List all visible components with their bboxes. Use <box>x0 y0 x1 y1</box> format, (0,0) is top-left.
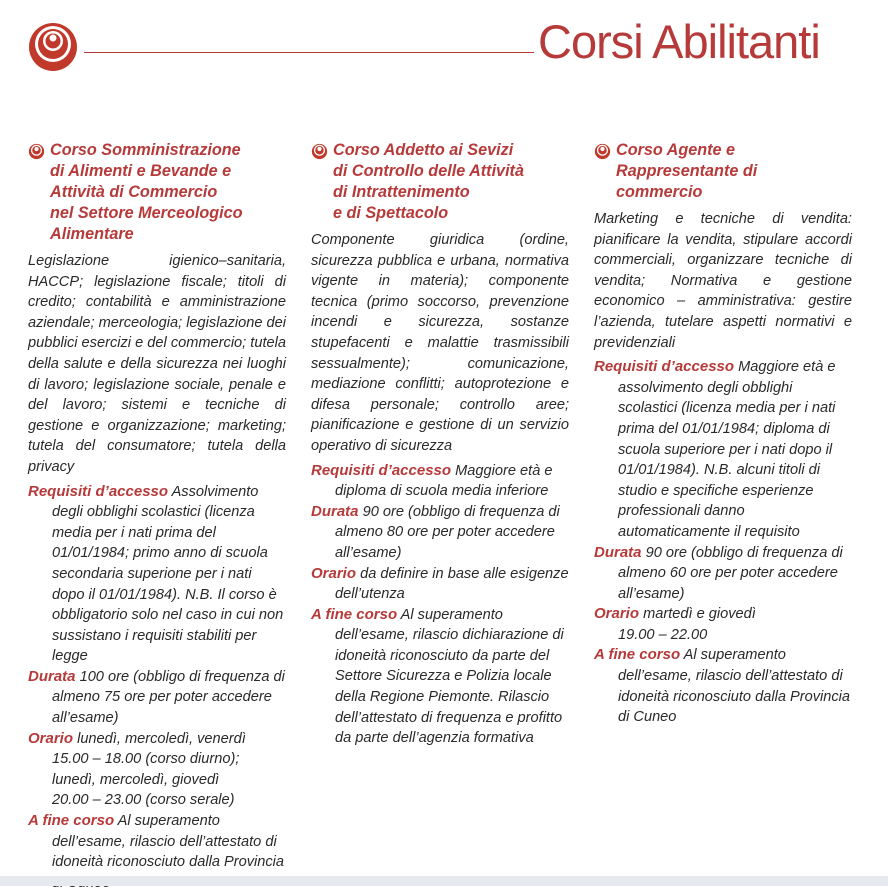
orario-label: Orario <box>594 605 640 623</box>
orario-section <box>594 604 852 645</box>
fine-corso-section <box>311 605 569 749</box>
concentric-circles-icon <box>28 22 78 72</box>
requisiti-label: Requisiti d’accesso <box>28 482 169 500</box>
requisiti-section <box>594 357 852 542</box>
requisiti-label: Requisiti d’accesso <box>311 461 452 479</box>
orario-line: lunedì, mercoledì, giovedì <box>52 771 220 788</box>
fine-corso-section <box>594 645 852 727</box>
page-title: Corsi Abilitanti <box>538 15 820 68</box>
title-rule <box>84 52 534 53</box>
bullet-circles-icon <box>311 143 328 160</box>
title-line: di Intrattenimento <box>333 183 470 201</box>
orario-line: 15.00 – 18.00 (corso diurno); <box>52 751 240 768</box>
course-title <box>311 140 569 224</box>
title-line: Corso Agente e <box>616 141 736 159</box>
title-line: di Controllo delle Attività <box>333 162 524 180</box>
bullet-circles-icon <box>28 143 45 160</box>
fine-corso-label: A fine corso <box>594 646 681 664</box>
bullet-circles-icon <box>594 143 611 160</box>
durata-label: Durata <box>311 502 359 520</box>
title-line: Attività di Commercio <box>50 183 218 201</box>
title-line: e di Spettacolo <box>333 204 449 222</box>
course-description: Marketing e tecniche di vendita: pianificare la vendita, stipulare accordi commerciali, organizzare tecniche di vendita; Normativa e gestione economico – amministrativa: gestire l’azienda, tutelare aspetti normativi e previdenziali <box>594 211 852 351</box>
requisiti-text: Maggiore età e assolvimento degli obblighi scolastici (licenza media per i nati prima del 01/01/1984; diploma di scuola superiore per i nati dopo il 01/01/1984). N.B. alcuni titoli di studio e specifiche esperienze professionali danno automaticamente il requisito <box>618 359 836 540</box>
durata-text: 100 ore (obbligo di frequenza di almeno 75 ore per poter accedere all’esame) <box>52 668 285 727</box>
durata-section <box>311 502 569 564</box>
orario-line: lunedì, mercoledì, venerdì <box>77 730 246 747</box>
fine-corso-text: Al superamento dell’esame, rilascio dell’attestato di idoneità riconosciuto dalla Provincia <box>52 813 285 871</box>
durata-text: 90 ore (obbligo di frequenza di almeno 80 ore per poter accedere all’esame) <box>335 503 560 561</box>
course-title <box>594 140 852 203</box>
course-title <box>28 140 286 245</box>
durata-label: Durata <box>28 667 76 685</box>
title-line: Corso Addetto ai Sevizi <box>333 141 514 159</box>
course-column-2 <box>311 140 569 749</box>
title-line: Rappresentante di <box>616 162 758 180</box>
orario-section <box>311 564 569 605</box>
requisiti-label: Requisiti d’accesso <box>594 358 735 376</box>
title-line: di Alimenti e Bevande e <box>50 162 232 180</box>
durata-text: 90 ore (obbligo di frequenza di almeno 60 ore per poter accedere all’esame) <box>618 544 843 602</box>
footer-bar <box>0 876 888 886</box>
orario-line: 19.00 – 22.00 <box>618 626 708 643</box>
requisiti-section <box>311 461 569 502</box>
course-column-3 <box>594 140 852 728</box>
course-description: Componente giuridica (ordine, sicurezza pubblica e urbana, normativa vigente in materia); componente tecnica (primo soccorso, prevenzione incendi e sicurezza, sostanze stupefacenti e malattie trasmissibili sessualmente); comunicazione, mediazione conflitti; autoprotezione e difesa personale; controllo aree; pianificazione e gestione di un servizio operativo di sicurezza <box>311 232 569 454</box>
durata-label: Durata <box>594 543 642 561</box>
fine-corso-label: A fine corso <box>28 812 115 830</box>
requisiti-text: Maggiore età e diploma di scuola media inferiore <box>335 462 553 500</box>
orario-line: da definire in base alle esigenze dell’utenza <box>335 565 569 603</box>
orario-line: martedì e giovedì <box>643 606 756 623</box>
course-description: Legislazione igienico–sanitaria, HACCP; legislazione fiscale; titoli di credito; contabilità e amministrazione aziendale; merceologia; legislazione dei pubblici esercizi e del commercio; tutela della salute e della sicurezza nei luoghi di lavoro; legislazione sociale, penale e del lavoro; sistemi e tecniche di gestione e organizzazione; marketing; tutela del consumatore; tutela della privacy <box>28 253 286 475</box>
fine-corso-label: A fine corso <box>311 605 398 623</box>
title-line: Corso Somministrazione <box>50 141 241 159</box>
orario-line: 20.00 – 23.00 (corso serale) <box>52 792 235 809</box>
durata-section <box>28 667 286 729</box>
fine-corso-text: Al superamento dell’esame, rilascio dell’attestato di idoneità riconosciuto dalla Provincia di Cuneo <box>618 647 851 726</box>
durata-section <box>594 543 852 605</box>
course-column-1 <box>28 140 286 893</box>
requisiti-section <box>28 482 286 667</box>
fine-corso-text: Al superamento dell’esame, rilascio dichiarazione di idoneità riconosciuto da parte del Settore Sicurezza e Polizia locale della Regione Piemonte. Rilascio dell’attestato di frequenza e profitto da parte dell’agenzia formativa <box>335 606 564 747</box>
title-line: nel Settore Merceologico <box>50 204 243 222</box>
requisiti-text: Assolvimento degli obblighi scolastici (licenza media per i nati prima del 01/01/1984; primo anno di scuola secondaria superione per i nati dopo il 01/01/1984). N.B. Il corso è obbligatorio solo nel caso in cui non sussistano i requisiti stabiliti per legge <box>52 483 284 665</box>
orario-label: Orario <box>311 564 357 582</box>
title-line: commercio <box>616 183 703 201</box>
title-line: Alimentare <box>50 225 134 243</box>
orario-section <box>28 729 286 811</box>
orario-label: Orario <box>28 729 74 747</box>
